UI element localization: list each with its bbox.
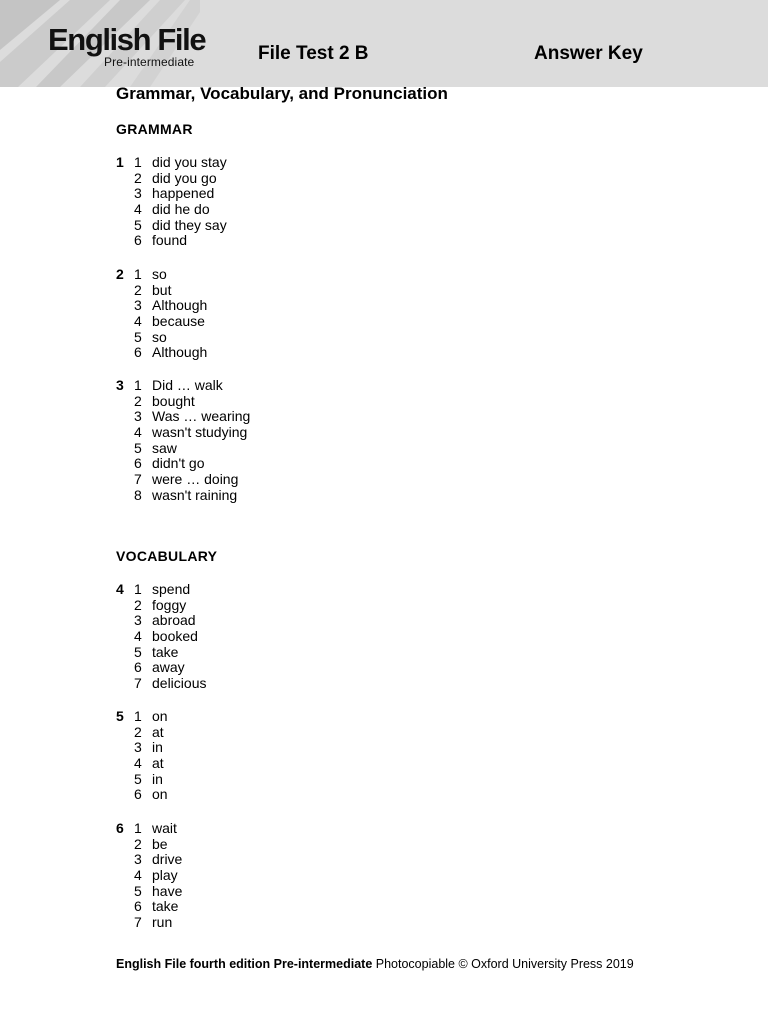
item-answer: abroad [152, 612, 196, 629]
answer-row [116, 725, 416, 741]
item-number: 3 [134, 408, 142, 425]
answer-row [116, 218, 416, 234]
item-number: 1 [134, 820, 142, 836]
exercise-number: 4 [116, 581, 124, 597]
item-answer: at [152, 723, 164, 740]
item-answer: didn't go [152, 455, 205, 472]
answer-row [116, 345, 416, 361]
item-number: 3 [134, 851, 142, 868]
page-header [0, 0, 768, 87]
answer-row [116, 267, 416, 283]
item-number: 4 [134, 867, 142, 884]
item-answer: foggy [152, 596, 187, 613]
answer-row [116, 394, 416, 410]
item-answer: wait [152, 820, 177, 836]
answer-row [116, 582, 416, 598]
item-number: 4 [134, 755, 142, 772]
answer-row [116, 441, 416, 457]
item-answer: were … doing [152, 471, 239, 488]
vocabulary-heading: VOCABULARY [116, 548, 218, 564]
answer-row [116, 409, 416, 425]
item-number: 4 [134, 313, 142, 330]
item-number: 5 [134, 643, 142, 660]
item-number: 6 [134, 344, 142, 361]
item-number: 6 [134, 455, 142, 472]
item-number: 1 [134, 581, 142, 597]
answer-row [116, 915, 416, 931]
item-number: 5 [134, 439, 142, 456]
answer-row [116, 676, 416, 692]
item-number: 8 [134, 486, 142, 503]
item-answer: so [152, 266, 167, 282]
item-answer: at [152, 755, 164, 772]
footer-edition: English File fourth edition Pre-intermediate [116, 957, 373, 971]
item-answer: Did … walk [152, 377, 223, 393]
item-answer: spend [152, 581, 191, 597]
item-number: 3 [134, 612, 142, 629]
answer-row [116, 378, 416, 394]
test-title: File Test 2 B [258, 43, 369, 64]
item-answer: did they say [152, 216, 227, 233]
item-answer: booked [152, 628, 198, 645]
item-number: 5 [134, 216, 142, 233]
answer-row [116, 613, 416, 629]
logo-title: English File [48, 22, 206, 57]
item-number: 5 [134, 882, 142, 899]
logo-subtitle: Pre-intermediate [104, 55, 195, 69]
exercise-4 [116, 582, 416, 692]
item-number: 3 [134, 739, 142, 756]
item-number: 1 [134, 708, 142, 724]
answer-row [116, 202, 416, 218]
answer-row [116, 155, 416, 171]
item-answer: delicious [152, 675, 207, 692]
item-number: 6 [134, 659, 142, 676]
item-answer: because [152, 313, 205, 330]
item-answer: in [152, 770, 163, 787]
footer-copyright: Photocopiable © Oxford University Press 2019 [375, 957, 634, 971]
item-number: 7 [134, 675, 142, 692]
item-number: 5 [134, 328, 142, 345]
answer-row [116, 645, 416, 661]
item-number: 5 [134, 770, 142, 787]
exercise-number: 6 [116, 820, 124, 836]
answer-row [116, 472, 416, 488]
item-answer: bought [152, 392, 195, 409]
item-number: 2 [134, 723, 142, 740]
answer-row [116, 330, 416, 346]
answer-row [116, 283, 416, 299]
page-footer [116, 957, 634, 971]
exercise-2 [116, 267, 416, 361]
item-answer: on [152, 708, 168, 724]
item-number: 3 [134, 185, 142, 202]
item-answer: happened [152, 185, 215, 202]
item-number: 1 [134, 377, 142, 393]
item-number: 2 [134, 835, 142, 852]
answer-row [116, 884, 416, 900]
exercise-5 [116, 709, 416, 803]
answer-row [116, 186, 416, 202]
item-answer: Although [152, 297, 208, 314]
item-answer: on [152, 786, 168, 803]
answer-row [116, 899, 416, 915]
item-number: 3 [134, 297, 142, 314]
answer-row [116, 709, 416, 725]
item-answer: run [152, 914, 173, 931]
item-number: 2 [134, 596, 142, 613]
item-answer: have [152, 882, 183, 899]
item-number: 1 [134, 154, 142, 170]
answer-row [116, 821, 416, 837]
item-answer: be [152, 835, 168, 852]
item-answer: in [152, 739, 163, 756]
exercise-6 [116, 821, 416, 931]
item-number: 6 [134, 232, 142, 249]
answer-row [116, 425, 416, 441]
item-number: 6 [134, 898, 142, 915]
item-number: 4 [134, 424, 142, 441]
item-number: 7 [134, 471, 142, 488]
answer-row [116, 298, 416, 314]
answer-row [116, 756, 416, 772]
answer-row [116, 598, 416, 614]
item-answer: found [152, 232, 188, 249]
item-answer: Was … wearing [152, 408, 251, 425]
exercise-3 [116, 378, 416, 504]
item-answer: take [152, 898, 179, 915]
item-answer: wasn't raining [152, 486, 238, 503]
item-answer: play [152, 867, 178, 884]
answer-row [116, 456, 416, 472]
answer-row [116, 787, 416, 803]
answer-row [116, 837, 416, 853]
answer-key-label: Answer Key [534, 43, 643, 64]
document-title: Grammar, Vocabulary, and Pronunciation [116, 84, 448, 103]
item-answer: away [152, 659, 185, 676]
item-answer: did you stay [152, 154, 227, 170]
item-number: 2 [134, 392, 142, 409]
answer-row [116, 488, 416, 504]
item-number: 4 [134, 628, 142, 645]
item-answer: did he do [152, 201, 210, 218]
item-answer: saw [152, 439, 177, 456]
item-number: 1 [134, 266, 142, 282]
grammar-heading: GRAMMAR [116, 121, 193, 137]
item-number: 2 [134, 281, 142, 298]
exercise-number: 5 [116, 708, 124, 724]
item-number: 6 [134, 786, 142, 803]
item-answer: drive [152, 851, 183, 868]
answer-row [116, 852, 416, 868]
answer-row [116, 629, 416, 645]
item-number: 4 [134, 201, 142, 218]
item-number: 2 [134, 169, 142, 186]
answer-row [116, 772, 416, 788]
item-answer: take [152, 643, 179, 660]
answer-row [116, 314, 416, 330]
answer-row [116, 660, 416, 676]
item-answer: but [152, 281, 172, 298]
exercise-number: 2 [116, 266, 124, 282]
exercise-1 [116, 155, 416, 249]
item-answer: did you go [152, 169, 217, 186]
english-file-logo [48, 24, 205, 69]
item-answer: so [152, 328, 167, 345]
item-answer: wasn't studying [152, 424, 248, 441]
exercise-number: 1 [116, 154, 124, 170]
exercise-number: 3 [116, 377, 124, 393]
answer-row [116, 740, 416, 756]
answer-row [116, 171, 416, 187]
answer-row [116, 868, 416, 884]
item-answer: Although [152, 344, 208, 361]
item-number: 7 [134, 914, 142, 931]
answer-row [116, 233, 416, 249]
